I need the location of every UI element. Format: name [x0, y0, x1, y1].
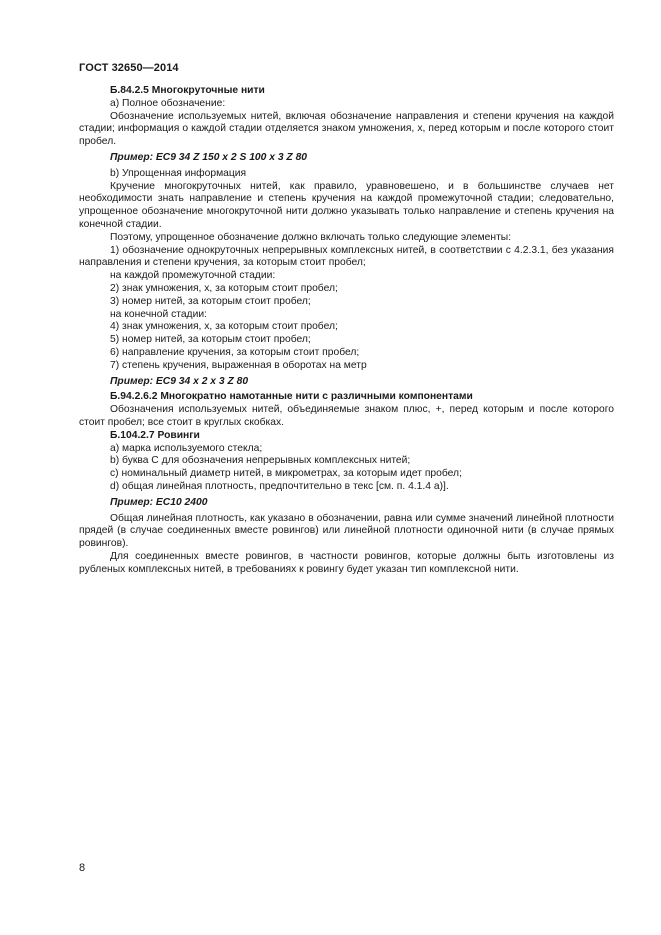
paragraph: Поэтому, упрощенное обозначение должно включать только следующие элементы:	[110, 231, 512, 243]
document-body	[79, 85, 614, 576]
paragraph: b) Упрощенная информация	[110, 167, 247, 179]
section-heading: Б.94.2.6.2 Многократно намотанные нити с различными компонентами	[110, 391, 473, 403]
list-item: с) номинальный диаметр нитей, в микрометрах, за которым идет пробел;	[110, 468, 462, 480]
section-heading: Б.84.2.5 Многокруточные нити	[110, 85, 265, 96]
paragraph: на конечной стадии:	[110, 308, 207, 320]
paragraph: Обозначения используемых нитей, объединяемые знаком плюс, +, перед которым и после которого стоит пробел; все стоит в круглых скобках.	[79, 404, 614, 428]
list-item: 3) номер нитей, за которым стоит пробел;	[110, 295, 311, 307]
list-item: 1) обозначение однокруточных непрерывных комплексных нитей, в соответствии с 4.2.3.1, без указания направления и степени кручения, за которым стоит пробел;	[79, 244, 614, 269]
paragraph: Для соединенных вместе ровингов, в частности ровингов, которые должны быть изготовлены из рубленых комплексных нитей, в требованиях к ровингу будет указан тип комплексной нити.	[79, 550, 614, 575]
list-item: b) буква С для обозначения непрерывных комплексных нитей;	[110, 455, 411, 467]
list-item: 4) знак умножения, х, за которым стоит пробел;	[110, 321, 338, 333]
list-item: 5) номер нитей, за которым стоит пробел;	[110, 334, 311, 346]
example: Пример: EC10 2400	[110, 496, 208, 508]
document-header: ГОСТ 32650—2014	[79, 62, 179, 74]
section-heading: Б.104.2.7 Ровинги	[110, 429, 200, 441]
paragraph: Кручение многокруточных нитей, как правило, уравновешено, и в большинстве случаев нет необходимости знать направление и степень кручения на каждой промежуточной стадии; следовательно, упрощенное обозначение многокруточной нити должно указывать только направление и степень кручения на конечной стадии.	[79, 180, 614, 230]
paragraph: на каждой промежуточной стадии:	[110, 270, 276, 282]
example: Пример: EC9 34 x 2 x 3 Z 80	[110, 375, 249, 387]
list-item: d) общая линейная плотность, предпочтительно в текс [см. п. 4.1.4 а)].	[110, 480, 449, 492]
list-item: 6) направление кручения, за которым стоит пробел;	[110, 346, 360, 358]
paragraph: а) Полное обозначение:	[110, 97, 226, 109]
paragraph: Общая линейная плотность, как указано в обозначении, равна или сумме значений линейной плотности прядей (в случае соединенных вместе ровингов) или линейной плотности одиночной нити (в случае прямых ровингов).	[79, 512, 614, 550]
list-item: 2) знак умножения, х, за которым стоит пробел;	[110, 282, 338, 294]
page-number: 8	[79, 862, 86, 874]
paragraph: Обозначение используемых нитей, включая обозначение направления и степени кручения на каждой стадии; информация о каждой стадии отделяется знаком умножения, х, перед которым и после которого стоит пробел.	[79, 110, 614, 148]
list-item: 7) степень кручения, выраженная в оборотах на метр	[110, 359, 367, 371]
example: Пример: EC9 34 Z 150 x 2 S 100 x 3 Z 80	[110, 151, 308, 163]
list-item: а) марка используемого стекла;	[110, 442, 263, 454]
